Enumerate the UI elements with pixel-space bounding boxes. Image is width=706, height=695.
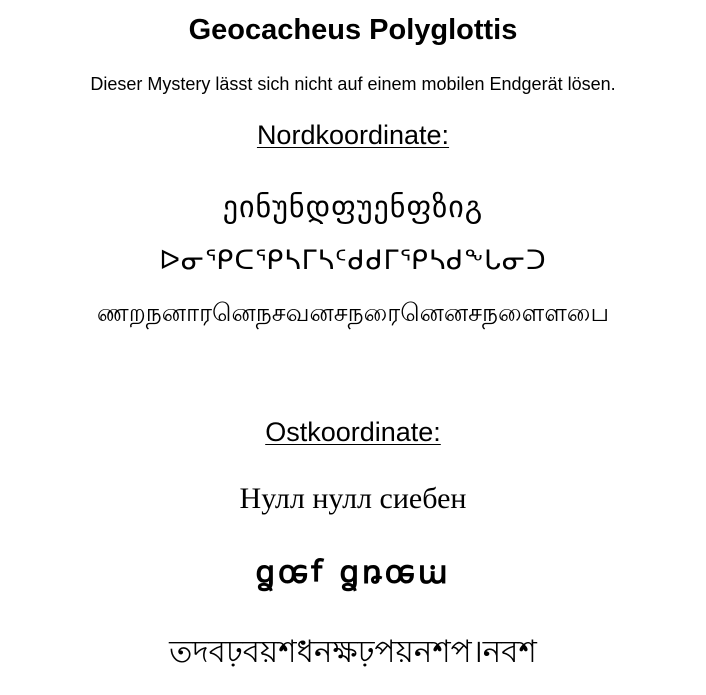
- east-heading: Ostkoordinate:: [265, 417, 441, 447]
- device-note: Dieser Mystery lässt sich nicht auf einem mobilen Endgerät lösen.: [90, 74, 616, 94]
- north-line-syllabics: ᐅᓂᕿᑕᕿᓴᒥᓴᑦᑯᑯᒥᕿᓴᑯᖕᒐᓂᑐ: [159, 245, 547, 276]
- north-line-georgian: ეინუნდფუენფზიგ: [222, 190, 484, 225]
- east-line-bengali: তদবঢ়বয়শধনক্ষঢ়পয়নশপ।নবশ: [169, 634, 537, 670]
- east-line-gothic: ꬶꭀꬵ ꬶꬻꭀꭐ: [255, 553, 451, 591]
- east-line-cyrillic: Нулл нулл сиебен: [239, 482, 467, 515]
- north-line-tamil: ணறநனாரனெநசவனசநரைனெனசநளைளபை: [96, 298, 610, 327]
- document-title: Geocacheus Polyglottis: [188, 14, 518, 46]
- north-heading: Nordkoordinate:: [256, 120, 450, 150]
